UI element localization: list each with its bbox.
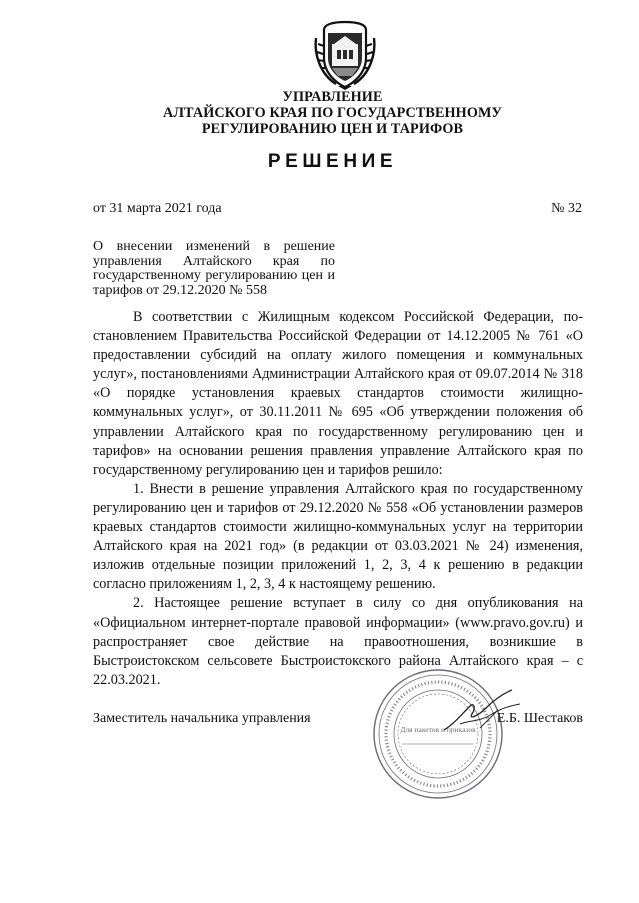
document-date: от 31 марта 2021 года [93, 201, 222, 216]
body-paragraph-2: 1. Внести в решение управления Алтайского края по государственному регулированию цен и тарифов от 29.12.2020 № 558 «Об установлении размеров краевых стандартов стоимости жилищно-коммунальных услуг на территории Алтайского края на 2021 год» (в редакции от 03.03.2021 № 24) изменения, изложив отдельные позиции приложений 1, 2, 3, 4 к решению в редакции согласно приложениям 1, 2, 3, 4 к настоящему решению. [93, 480, 583, 593]
body-paragraph-3: 2. Настоящее решение вступает в силу со дня опубликования на «Официальном интернет-портале правовой информации» (www.pravo.gov.ru) и распространяет свое действие на правоотношения, возникшие в Быстроистокском сельсовете Быстроистокского района Алтайского края – с 22.03.2021. [93, 595, 583, 688]
org-name-line-3: РЕГУЛИРОВАНИЮ ЦЕН И ТАРИФОВ [201, 121, 464, 137]
document-subject: О внесении изменений в решение управления Алтайского края по государственному регулированию цен и тарифов от 29.12.2020 № 558 [93, 239, 335, 298]
stamp-text: Для пакетов и приказов [400, 725, 476, 734]
coat-of-arms-icon [312, 18, 378, 90]
org-name-line-1: УПРАВЛЕНИЕ [282, 89, 383, 105]
signatory-position: Заместитель начальника управления [93, 711, 311, 726]
body-paragraph-1: В соответствии с Жилищным кодексом Российской Федерации, постановлением Правительства Российской Федерации от 14.12.2005 № 761 «О предоставлении субсидий на оплату жилого помещения и коммунальных услуг», постановлениями Администрации Алтайского края от 09.07.2014 № 318 «О порядке установления краевых стандартов стоимости жилищно-коммунальных услуг», от 30.11.2011 № 695 «Об утверждении положения об управлении Алтайского края по государственному регулированию цен и тарифов» на основании решения правления управление Алтайского края по государственному регулированию цен и тарифов решило: [93, 309, 583, 478]
org-name-line-2: АЛТАЙСКОГО КРАЯ ПО ГОСУДАРСТВЕННОМУ [163, 105, 502, 121]
document-body [93, 308, 583, 690]
document-title: РЕШЕНИЕ [267, 151, 398, 172]
document-number: № 32 [551, 201, 582, 216]
signatory-name: Е.Б. Шестаков [496, 711, 583, 726]
